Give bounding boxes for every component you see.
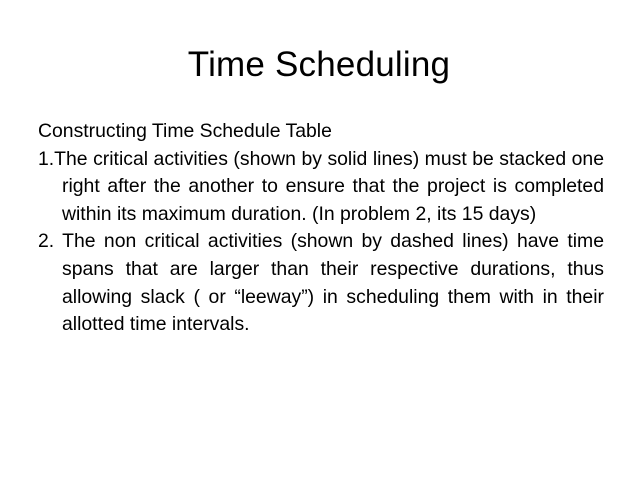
slide-body <box>38 118 604 339</box>
point-noncritical-activities: 2. The non critical activities (shown by dashed lines) have time spans that are larger than their respective durations, thus allowing slack ( or “leeway”) in scheduling them with in their allotted time intervals. <box>38 230 604 336</box>
subheading: Constructing Time Schedule Table <box>38 120 332 142</box>
point-critical-activities: 1.The critical activities (shown by solid lines) must be stacked one right after the another to ensure that the project is completed within its maximum duration. (In problem 2, its 15 days) <box>38 147 604 225</box>
slide-title: Time Scheduling <box>187 45 451 84</box>
